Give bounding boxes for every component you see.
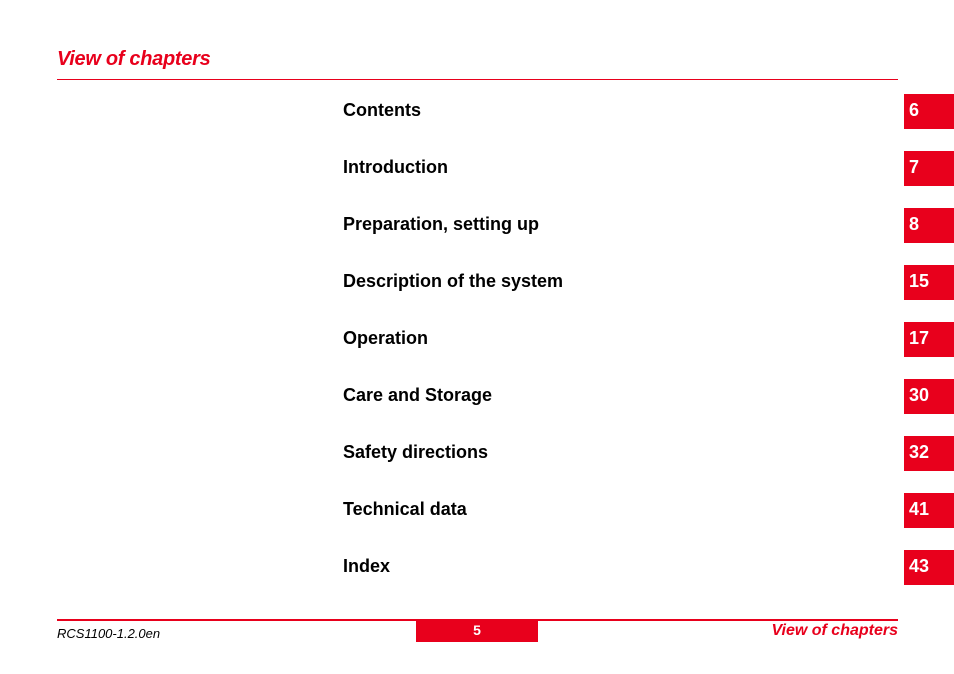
chapter-label[interactable]: Safety directions [343,442,489,462]
chapter-page-tab[interactable]: 41 [904,493,954,528]
chapter-item-care-storage[interactable] [0,379,954,436]
document-id: RCS1100-1.2.0en [57,626,161,641]
footer-section-title: View of chapters [771,622,898,639]
chapter-label[interactable]: Contents [343,100,421,120]
chapter-page-tab[interactable]: 15 [904,265,954,300]
chapter-page-tab[interactable]: 6 [904,94,954,129]
chapter-label[interactable]: Technical data [343,499,467,519]
chapter-item-safety[interactable] [0,436,954,493]
page-title: View of chapters [57,48,211,70]
chapter-page-tab[interactable]: 30 [904,379,954,414]
chapter-label[interactable]: Description of the system [343,271,564,291]
chapter-label[interactable]: Care and Storage [343,385,493,405]
chapter-item-contents[interactable] [0,94,954,151]
chapter-item-index[interactable] [0,550,954,607]
chapter-item-technical-data[interactable] [0,493,954,550]
chapter-page-tab[interactable]: 17 [904,322,954,357]
chapter-page-tab[interactable]: 43 [904,550,954,585]
chapter-page-tab[interactable]: 8 [904,208,954,243]
chapter-page-tab[interactable]: 32 [904,436,954,471]
chapter-label[interactable]: Preparation, setting up [343,214,540,234]
chapter-label[interactable]: Introduction [343,157,448,177]
chapter-item-introduction[interactable] [0,151,954,208]
chapter-label[interactable]: Operation [343,328,429,348]
chapter-page-tab[interactable]: 7 [904,151,954,186]
page-number-badge: 5 [416,621,538,642]
chapter-item-preparation[interactable] [0,208,954,265]
chapter-item-operation[interactable] [0,322,954,379]
chapter-list [0,94,954,607]
chapter-label[interactable]: Index [343,556,391,576]
chapter-item-description[interactable] [0,265,954,322]
header-divider [57,79,898,80]
